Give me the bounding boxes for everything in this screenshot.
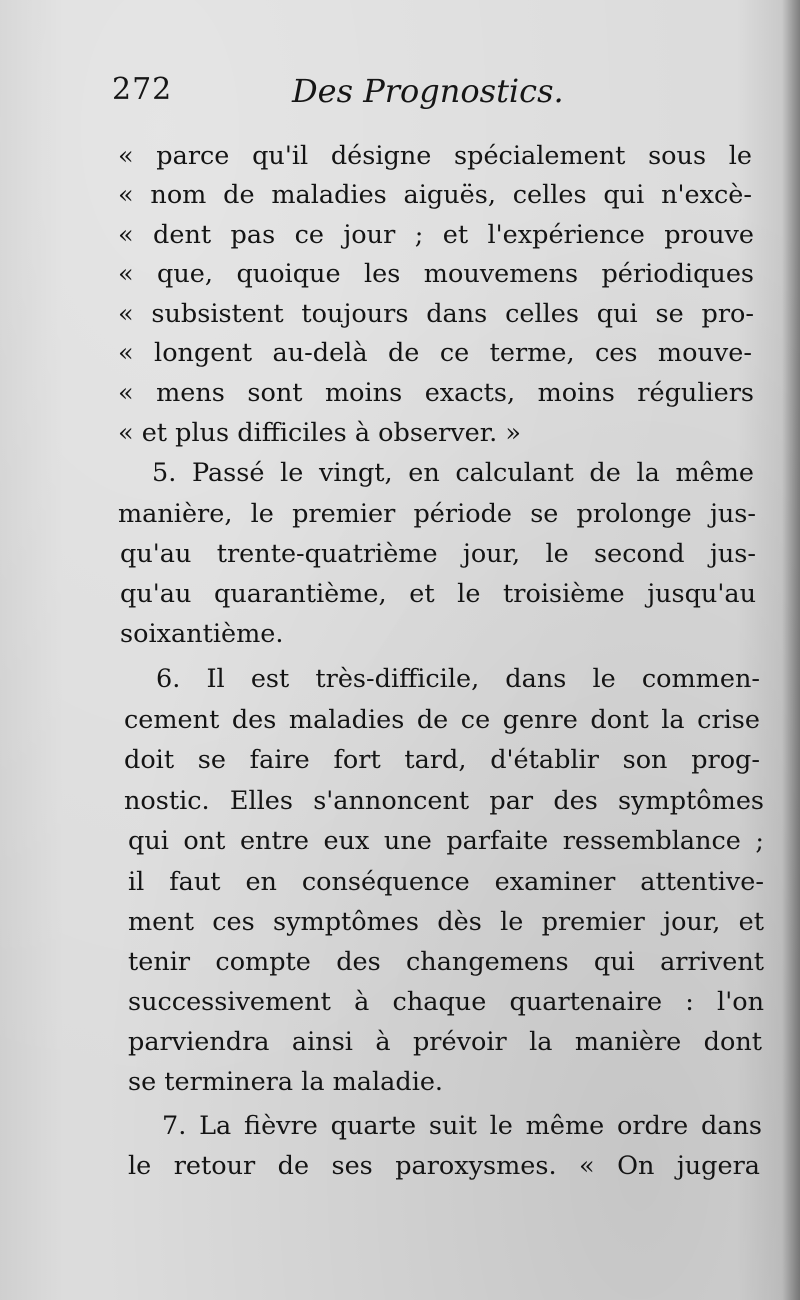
text-line: 7. La fièvre quarte suit le même ordre dans [162, 1111, 762, 1141]
text-line: nostic. Elles s'annoncent par des symptômes [124, 786, 764, 816]
text-line: cement des maladies de ce genre dont la crise [124, 705, 760, 735]
page-header [112, 72, 752, 116]
text-line: « dent pas ce jour ; et l'expérience prouve [118, 220, 754, 250]
text-line: « et plus difficiles à observer. » [118, 418, 521, 448]
page-number: 272 [112, 72, 173, 107]
text-line: parviendra ainsi à prévoir la manière dont [128, 1027, 762, 1057]
text-line: ment ces symptômes dès le premier jour, et [128, 907, 764, 937]
text-line: « nom de maladies aiguës, celles qui n'excè- [118, 180, 752, 210]
text-line: le retour de ses paroxysmes. « On jugera [128, 1151, 760, 1181]
text-line: doit se faire fort tard, d'établir son prog- [124, 745, 760, 775]
text-line: « subsistent toujours dans celles qui se pro- [118, 299, 754, 329]
text-line: « longent au-delà de ce terme, ces mouve- [118, 338, 752, 368]
text-line: qui ont entre eux une parfaite ressemblance ; [128, 826, 764, 856]
text-line: « que, quoique les mouvemens périodiques [118, 259, 754, 289]
text-line: manière, le premier période se prolonge jus- [118, 499, 756, 529]
text-line: 5. Passé le vingt, en calculant de la même [152, 458, 754, 488]
text-line: 6. Il est très-difficile, dans le commen- [156, 664, 760, 694]
text-line: « mens sont moins exacts, moins réguliers [118, 378, 754, 408]
text-line: qu'au quarantième, et le troisième jusqu'au [120, 579, 756, 609]
text-line: successivement à chaque quartenaire : l'on [128, 987, 764, 1017]
text-line: il faut en conséquence examiner attentive- [128, 867, 764, 897]
text-line: « parce qu'il désigne spécialement sous le [118, 141, 752, 171]
text-line: se terminera la maladie. [128, 1067, 444, 1097]
text-line: qu'au trente-quatrième jour, le second jus- [120, 539, 756, 569]
text-line: soixantième. [120, 619, 284, 649]
page-edge-shadow [782, 0, 800, 1300]
running-title: Des Prognostics. [292, 72, 564, 110]
text-line: tenir compte des changemens qui arrivent [128, 947, 764, 977]
